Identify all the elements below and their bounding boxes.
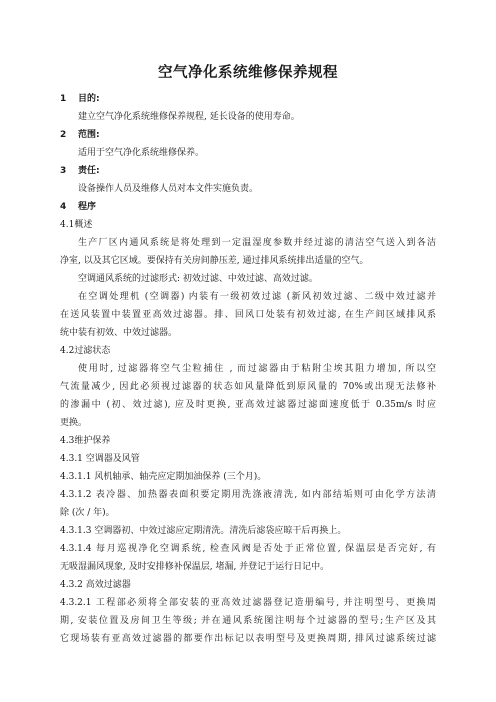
section-2-body: 适用于空气净化系统维修保养。 <box>78 148 205 158</box>
section-1-heading <box>60 93 100 105</box>
list-item: 4.3.1.4 每月巡视净化空调系统, 检查风阀是否处于正常位置, 保温层是否完好, 有 <box>60 544 436 554</box>
paragraph-line: 生产厂区内通风系统是将处理到一定温湿度参数并经过滤的清洁空气送入到各洁 <box>78 238 436 248</box>
list-item-continuation: 无吸湿漏风现象, 及时安排修补保温层, 堵漏, 并登记于运行日记中。 <box>60 562 330 572</box>
list-item: 4.3.1.1 风机轴承、轴壳应定期加油保养 (三个月)。 <box>60 472 267 482</box>
list-item: 4.3.2.1 工程部必须将全部安装的亚高效过滤器登记造册编号, 并注明型号、更换周 <box>60 598 436 608</box>
list-item-continuation: 它现场装有亚高效过滤器的都要作出标记以表明型号及更换周期, 排风过滤系统过滤 <box>60 634 436 644</box>
paragraph-line: 使用时, 过滤器将空气尘粒捕住 , 而过滤器由于粘附尘埃其阻力增加, 所以空 <box>78 364 436 374</box>
section-1-title: 目的: <box>78 94 100 104</box>
paragraph-line: 气流量减少, 因此必须视过滤器的状态如风量降低到原风量的 70%或出现无法修补 <box>60 382 436 392</box>
section-3-title: 责任: <box>78 166 100 176</box>
subsection-4-1-heading: 4.1概述 <box>60 220 93 230</box>
section-4-heading <box>60 201 96 213</box>
section-2-title: 范围: <box>78 130 100 140</box>
paragraph-line: 净室, 以及其它区域。要保持有关房间静压差, 通过排风系统排出适量的空气。 <box>60 256 369 266</box>
section-4-number: 4 <box>60 202 67 212</box>
subsection-4-3-heading: 4.3维护保养 <box>60 436 111 446</box>
document-title: 空气净化系统维修保养规程 <box>158 65 338 81</box>
section-3-number: 3 <box>60 166 67 176</box>
list-item-continuation: 期, 安装位置及房间卫生等级; 并在通风系统图注明每个过滤器的型号;生产区及其 <box>60 616 436 626</box>
section-3-body: 设备操作人员及维修人员对本文件实施负责。 <box>78 184 259 194</box>
list-item-continuation: 除 (次 / 年)。 <box>60 508 115 518</box>
subsection-4-2-heading: 4.2过滤状态 <box>60 346 111 356</box>
paragraph-line: 更换。 <box>60 418 88 428</box>
section-2-heading <box>60 129 100 141</box>
subsection-4-3-2-heading: 4.3.2 高效过滤器 <box>60 580 131 590</box>
paragraph-line: 在空调处理机 (空调器) 内装有一级初效过滤 (新风初效过滤、二级中效过滤并 <box>78 292 436 302</box>
section-2-number: 2 <box>60 130 67 140</box>
paragraph-line: 的渗漏中 (初、效过滤), 应及时更换, 亚高效过滤器过滤面速度低于 0.35m/s 时应 <box>60 400 436 410</box>
section-3-heading <box>60 165 100 177</box>
section-1-body: 建立空气净化系统维修保养规程, 延长设备的使用寿命。 <box>78 112 300 122</box>
paragraph-line: 在送风装置中装置亚高效过滤器。排、回风口处装有初效过滤, 在生产间区域排风系 <box>60 310 436 320</box>
list-item: 4.3.1.3 空调器初、中效过滤应定期清洗。清洗后滤袋应晾干后再换上。 <box>60 526 347 536</box>
paragraph-line: 空调通风系统的过滤形式: 初效过滤、中效过滤、高效过滤。 <box>78 274 318 284</box>
list-item: 4.3.1.2 表冷器、加热器表面积要定期用洗涤液清洗, 如内部结垢则可由化学方法清 <box>60 490 436 500</box>
subsection-4-3-1-heading: 4.3.1 空调器及风管 <box>60 454 140 464</box>
section-1-number: 1 <box>60 94 67 104</box>
paragraph-line: 统中装有初效、中效过滤器。 <box>60 328 178 338</box>
section-4-title: 程序 <box>78 202 97 212</box>
